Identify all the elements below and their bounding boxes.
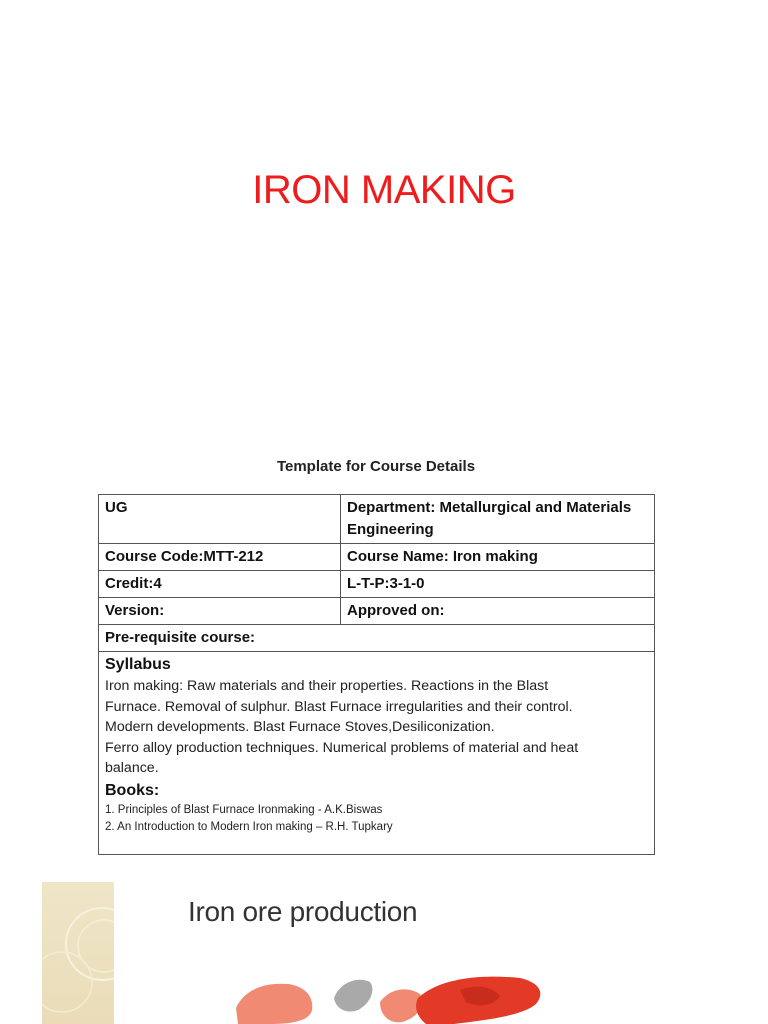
prerequisite-cell: Pre-requisite course: <box>99 625 655 652</box>
table-row <box>99 571 655 598</box>
syllabus-line: Iron making: Raw materials and their properties. Reactions in the Blast <box>105 678 549 694</box>
slide-title: Iron ore production <box>188 896 418 927</box>
table-row <box>99 544 655 571</box>
department-cell: Department: Metallurgical and Materials Engineering <box>341 495 655 544</box>
slide-decoration <box>42 882 114 1024</box>
document-title: IRON MAKING <box>252 168 516 212</box>
table-row <box>99 495 655 544</box>
syllabus-line: balance. <box>105 760 159 776</box>
syllabus-line: Furnace. Removal of sulphur. Blast Furnace irregularities and their control. <box>105 698 573 715</box>
map-region-europe <box>380 989 422 1022</box>
level-cell: UG <box>99 495 341 544</box>
syllabus-line: Ferro alloy production techniques. Numerical problems of material and heat <box>105 739 579 756</box>
course-code-cell: Course Code:MTT-212 <box>99 544 341 571</box>
table-row <box>99 598 655 625</box>
book-item: 2. An Introduction to Modern Iron making – R.H. Tupkary <box>105 820 393 833</box>
table-row <box>99 652 655 855</box>
map-region-americas <box>236 984 312 1024</box>
version-cell: Version: <box>99 598 341 625</box>
credit-cell: Credit:4 <box>99 571 341 598</box>
syllabus-cell <box>99 652 655 855</box>
map-region-greenland <box>334 980 372 1012</box>
course-name-cell: Course Name: Iron making <box>341 544 655 571</box>
course-details-table <box>98 494 655 855</box>
table-row <box>99 625 655 652</box>
slide-preview <box>42 882 768 1024</box>
world-map-icon <box>230 968 560 1024</box>
ltp-cell: L-T-P:3-1-0 <box>341 571 655 598</box>
syllabus-line: Modern developments. Blast Furnace Stoves,Desiliconization. <box>105 719 495 735</box>
books-heading: Books: <box>105 781 160 799</box>
approved-on-cell: Approved on: <box>341 598 655 625</box>
syllabus-heading: Syllabus <box>105 656 171 673</box>
decorative-circles-icon <box>42 882 114 1024</box>
book-item: 1. Principles of Blast Furnace Ironmaking - A.K.Biswas <box>105 803 383 816</box>
template-heading: Template for Course Details <box>276 458 476 475</box>
